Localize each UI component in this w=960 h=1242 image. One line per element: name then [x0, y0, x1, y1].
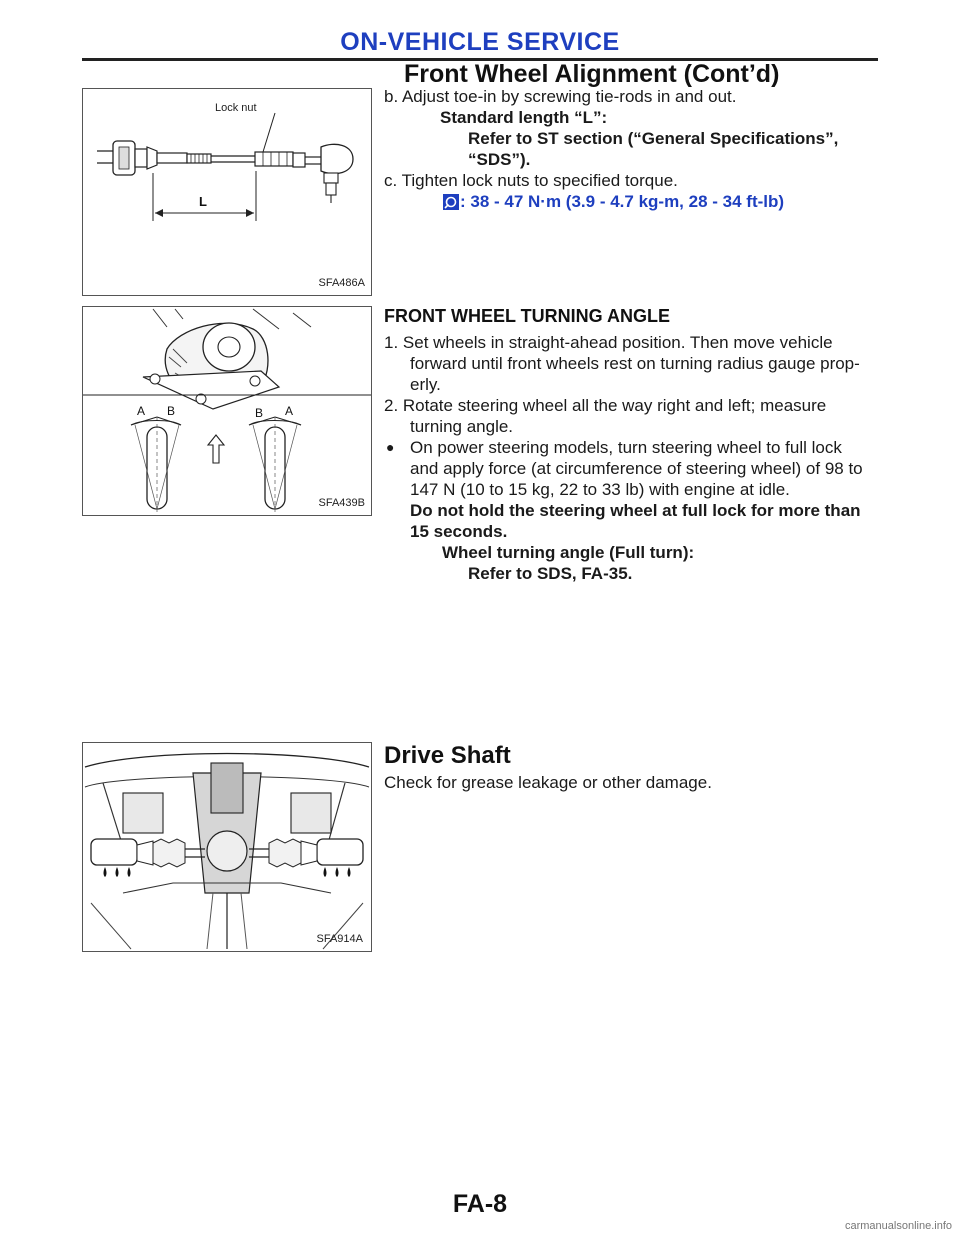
torque-wrench-icon	[442, 193, 460, 211]
figure-code: SFA914A	[316, 933, 363, 945]
torque-value: : 38 - 47 N·m (3.9 - 4.7 kg-m, 28 - 34 ft-lb)	[460, 192, 785, 211]
turning-angle-illustration	[83, 307, 371, 515]
step2-line1: 2. Rotate steering wheel all the way right and left; measure	[384, 396, 827, 415]
standard-length-label: Standard length “L”:	[440, 108, 608, 127]
right-angle-b: B	[255, 406, 264, 420]
torque-spec-row	[442, 191, 784, 212]
step1-line3: erly.	[410, 375, 441, 394]
bullet-line1: On power steering models, turn steering wheel to full lock	[410, 438, 842, 457]
figure-turning-angle	[82, 306, 372, 516]
bullet-line2: and apply force (at circumference of steering wheel) of 98 to	[410, 459, 863, 478]
turning-spec-label: Wheel turning angle (Full turn):	[442, 543, 695, 562]
section-title: Front Wheel Alignment (Cont’d)	[404, 60, 780, 88]
step1-line2: forward until front wheels rest on turning radius gauge prop-	[410, 354, 860, 373]
refer-st-line2: “SDS”).	[468, 150, 531, 169]
forward-arrow-icon	[208, 435, 224, 463]
turning-angle-heading: FRONT WHEEL TURNING ANGLE	[384, 306, 670, 326]
tie-rod-illustration	[83, 89, 371, 295]
figure-tie-rod	[82, 88, 372, 296]
lock-nut-label: Lock nut	[215, 102, 257, 114]
step-c-text: c. Tighten lock nuts to specified torque.	[384, 171, 678, 190]
drive-shaft-illustration	[83, 743, 371, 951]
right-angle-a: A	[285, 404, 294, 418]
step2-line2: turning angle.	[410, 417, 514, 436]
drive-shaft-text: Check for grease leakage or other damage.	[384, 773, 712, 792]
page-number: FA-8	[452, 1190, 508, 1218]
figure-code: SFA439B	[318, 497, 365, 509]
left-angle-b: B	[167, 404, 176, 418]
drive-shaft-heading: Drive Shaft	[384, 742, 511, 769]
header-category: ON-VEHICLE SERVICE	[340, 28, 620, 56]
length-l-label: L	[199, 194, 207, 209]
left-angle-a: A	[137, 404, 146, 418]
warning-line1: Do not hold the steering wheel at full lock for more than	[410, 501, 861, 520]
step-b-text: b. Adjust toe-in by screwing tie-rods in and out.	[384, 87, 737, 106]
figure-code: SFA486A	[318, 277, 365, 289]
step1-line1: 1. Set wheels in straight-ahead position. Then move vehicle	[384, 333, 833, 352]
figure-drive-shaft	[82, 742, 372, 952]
bullet-icon: ●	[386, 439, 395, 455]
refer-st-line1: Refer to ST section (“General Specifications”,	[468, 129, 839, 148]
watermark: carmanualsonline.info	[844, 1220, 952, 1232]
turning-spec-value: Refer to SDS, FA-35.	[468, 564, 633, 583]
bullet-line3: 147 N (10 to 15 kg, 22 to 33 lb) with engine at idle.	[410, 480, 790, 499]
warning-line2: 15 seconds.	[410, 522, 508, 541]
